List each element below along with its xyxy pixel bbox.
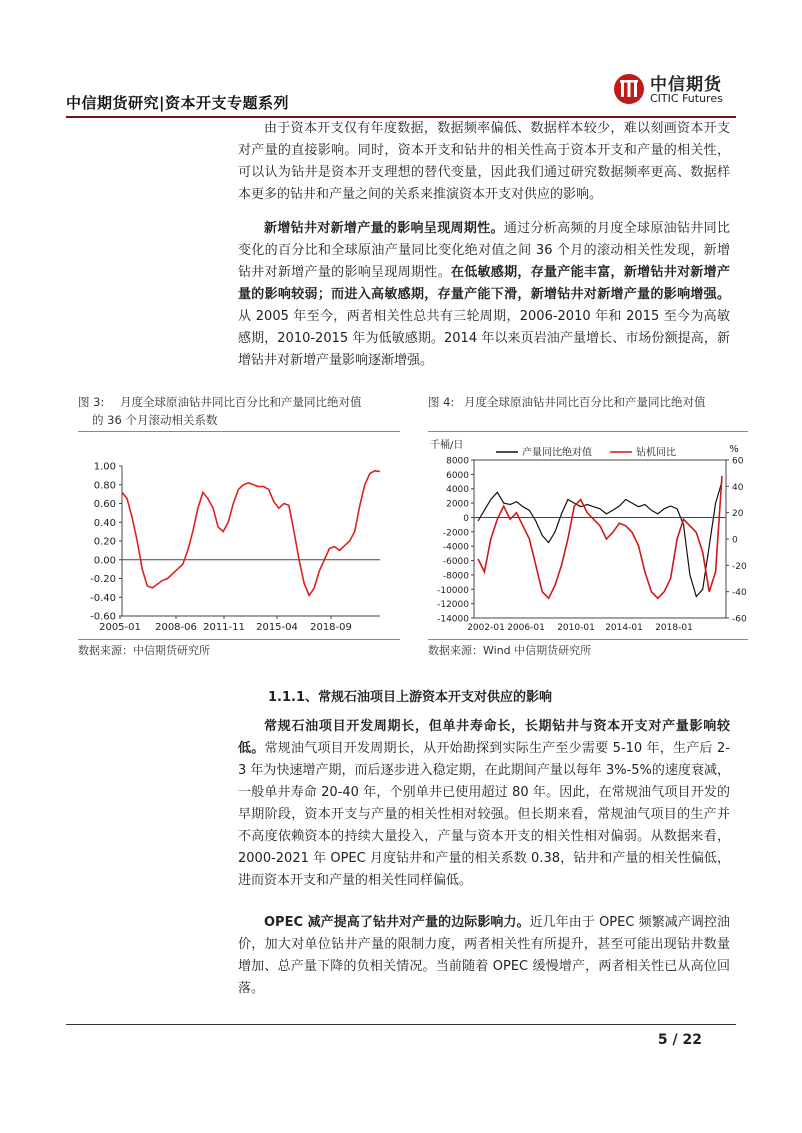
figure-3-source: 数据来源：中信期货研究所 — [78, 644, 210, 657]
chart1-y-tick-label: 0.00 — [93, 555, 116, 567]
chart2-right-tick-label: 60 — [732, 456, 744, 467]
paragraph-3 — [238, 716, 730, 892]
logo-text-cn: 中信期货 — [650, 75, 722, 95]
figure-4-bottom-rule — [428, 639, 748, 640]
chart2-right-tick-label: -20 — [732, 561, 747, 572]
chart2-left-tick-label: -14000 — [437, 614, 469, 625]
paragraph-2-bold-1: 新增钻井对新增产量的影响呈现周期性。 — [264, 221, 504, 236]
figure-3-bottom-rule — [78, 639, 400, 640]
chart2-legend-label-1: 产量同比绝对值 — [522, 447, 592, 459]
paragraph-4-text: 近几年由于 OPEC 频繁减产调控油价，加大对单位钻井产量的限制力度，两者相关性有所提升，甚至可能出现钻井数量增加、总产量下降的负相关情况。当前随着 OPEC 缓慢增产，两者相关性已从高位回落。 — [238, 915, 730, 996]
figure-4-chart — [426, 436, 748, 640]
chart2-x-tick-label: 2010-01 — [557, 623, 595, 633]
figure-3-number: 图 3: — [78, 395, 105, 409]
chart2-left-tick-label: 0 — [463, 513, 469, 524]
chart2-left-tick-label: 2000 — [446, 499, 469, 510]
chart2-right-tick-label: 0 — [732, 535, 738, 546]
chart2-left-tick-label: 6000 — [446, 470, 469, 481]
chart1-y-tick-label: -0.40 — [90, 592, 116, 604]
chart1-x-tick-label: 2008-06 — [155, 622, 197, 633]
chart2-right-tick-label: 20 — [732, 509, 744, 520]
paragraph-1 — [238, 118, 730, 206]
chart2-left-unit: 千桶/日 — [430, 440, 464, 451]
chart1-y-tick-label: 0.20 — [93, 536, 116, 548]
chart2-right-tick-label: -40 — [732, 588, 747, 599]
report-title: 中信期货研究|资本开支专题系列 — [66, 94, 289, 112]
figure-3-caption-line2: 的 36 个月滚动相关系数 — [92, 413, 218, 427]
chart2-left-tick-label: -6000 — [442, 557, 469, 568]
paragraph-2 — [238, 218, 730, 372]
citic-emblem-icon — [612, 72, 646, 106]
figure-3-caption — [78, 393, 362, 429]
chart1-x-tick-label: 2015-04 — [256, 622, 298, 633]
paragraph-1-text: 由于资本开支仅有年度数据，数据频率偏低、数据样本较少，难以刻画资本开支对产量的直接影响。同时，资本开支和钻井的相关性高于资本开支和产量的相关性，可以认为钻井是资本开支理想的替代变量，因此我们通过研究数据频率更高、数据样本更多的钻井和产量之间的关系来推演资本开支对供应的影响。 — [238, 121, 730, 202]
chart2-plot-frame — [474, 460, 726, 618]
chart2-x-tick-label: 2006-01 — [507, 623, 545, 633]
chart1-x-tick-label: 2005-01 — [99, 622, 141, 633]
paragraph-4 — [238, 912, 730, 1000]
chart1-y-tick-label: 1.00 — [93, 461, 116, 473]
figure-4-caption-line1: 月度全球原油钻井同比百分比和产量同比绝对值 — [464, 395, 706, 409]
chart2-x-tick-label: 2014-01 — [605, 623, 643, 633]
chart2-left-tick-label: -10000 — [437, 585, 469, 596]
paragraph-2-text-2: 从 2005 年至今，两者相关性总共有三轮周期，2006-2010 年和 2015 至今为高敏感期，2010-2015 年为低敏感期。2014 年以来页岩油产量增长、市场份额提高，新增钻井对新增产量影响逐渐增强。 — [238, 309, 730, 368]
figure-3-chart — [76, 440, 400, 640]
chart2-left-tick-label: -4000 — [442, 542, 469, 553]
figure-3-caption-line1: 月度全球原油钻井同比百分比和产量同比绝对值 — [120, 395, 362, 409]
chart2-right-unit: % — [729, 444, 739, 455]
paragraph-2-bold-2: 在低敏感期，存量产能丰富，新增钻井对新增产量的影响较弱；而进入高敏感期，存量产能下滑，新增钻井对新增产量的影响增强。 — [238, 265, 730, 302]
page-number: 5 / 22 — [657, 1032, 702, 1048]
figure-3-top-rule — [78, 431, 400, 432]
chart1-x-tick-label: 2011-11 — [203, 622, 245, 633]
section-title: 1.1.1、常规石油项目上游资本开支对供应的影响 — [268, 690, 553, 705]
chart2-x-tick-label: 2018-01 — [655, 623, 693, 633]
chart2-right-tick-label: 40 — [732, 482, 744, 493]
chart2-series-line-1 — [478, 482, 722, 597]
figure-4-source: 数据来源：Wind 中信期货研究所 — [428, 644, 592, 657]
figure-4-caption — [428, 393, 706, 411]
chart2-x-tick-label: 2002-01 — [467, 623, 505, 633]
chart2-left-tick-label: 4000 — [446, 485, 469, 496]
chart2-legend-label-2: 钻机同比 — [636, 447, 676, 459]
chart2-left-tick-label: -12000 — [437, 600, 469, 611]
chart1-y-tick-label: -0.20 — [90, 574, 116, 585]
chart2-left-tick-label: -2000 — [442, 528, 469, 539]
chart1-y-tick-label: -0.60 — [90, 611, 116, 623]
chart1-x-tick-label: 2018-09 — [310, 622, 352, 633]
footer-rule — [66, 1024, 736, 1025]
chart1-y-tick-label: 0.40 — [93, 517, 116, 529]
chart1-y-tick-label: 0.80 — [93, 480, 116, 492]
logo-text-en: CITIC Futures — [650, 92, 723, 105]
paragraph-2-text-1: 通过分析高频的月度全球原油钻井同比变化的百分比和全球原油产量同比变化绝对值之间 36 个月的滚动相关性发现，新增钻井对新增产量的影响呈现周期性。 — [238, 221, 730, 280]
chart1-y-tick-label: 0.60 — [93, 499, 116, 510]
paragraph-4-bold: OPEC 减产提高了钻井对产量的边际影响力。 — [264, 915, 530, 930]
paragraph-3-text: 常规油气项目开发周期长，从开始勘探到实际生产至少需要 5-10 年，生产后 2-3 年为快速增产期，而后逐步进入稳定期，在此期间产量以每年 3%-5%的速度衰减，一般单井寿命 20-40 年，个别单井已使用超过 80 年。因此，在常规油气项目开发的早期阶段，资本开支与产量的相关性相对较强。但长期来看，常规油气项目的生产并不高度依赖资本的持续大量投入，产量与资本开支的相关性相对偏弱。从数据来看，2000-2021 年 OPEC 月度钻井和产量的相关系数 0.38，钻井和产量的相关性偏低，进而资本开支和产量的相关性同样偏低。 — [238, 741, 730, 888]
figure-4-number: 图 4: — [428, 395, 455, 409]
figure-4-top-rule — [428, 431, 748, 432]
paragraph-3-bold: 常规石油项目开发周期长，但单井寿命长，长期钻井与资本开支对产量影响较低。 — [238, 719, 730, 756]
chart2-right-tick-label: -60 — [732, 614, 747, 625]
chart2-left-tick-label: -8000 — [442, 571, 469, 582]
chart1-series-line — [122, 471, 380, 596]
citic-logo — [612, 70, 742, 112]
chart2-left-tick-label: 8000 — [446, 456, 469, 467]
